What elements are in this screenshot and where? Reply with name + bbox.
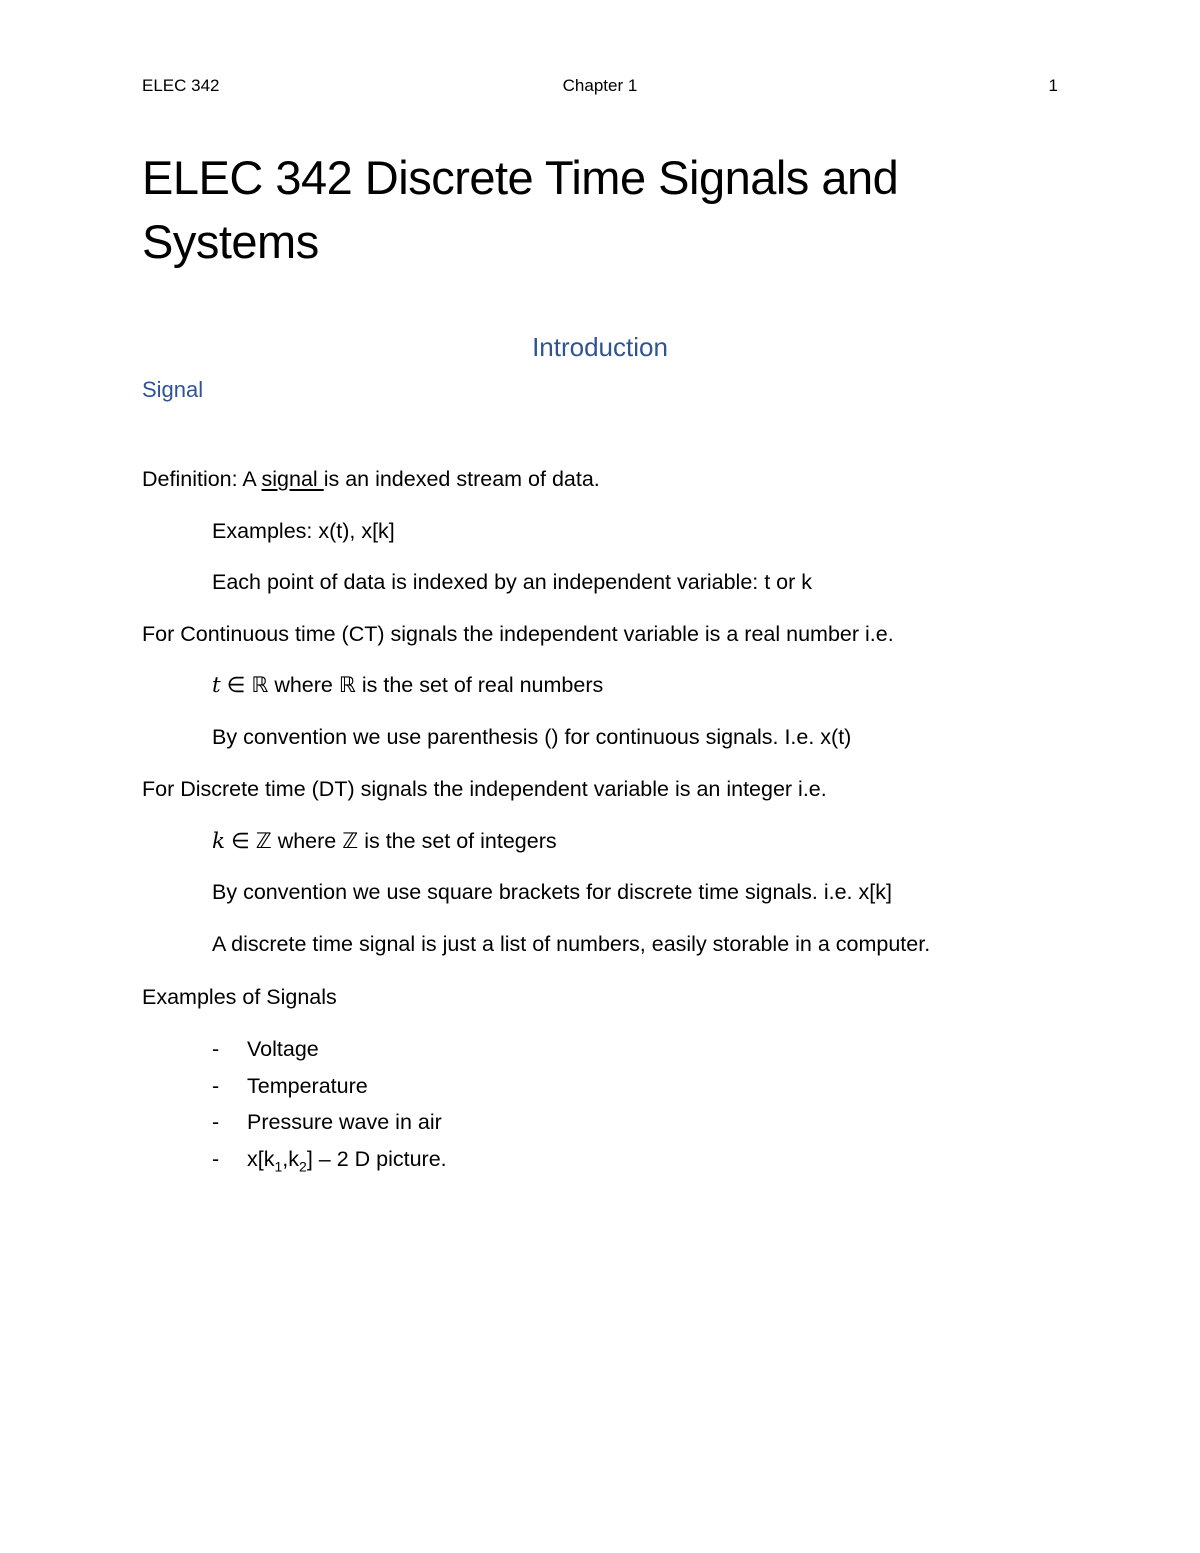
section-subheading: Signal (142, 377, 204, 402)
ct-intro-line: For Continuous time (CT) signals the independent variable is a real number i.e. (142, 622, 894, 646)
document-title (142, 146, 1042, 274)
ct-convention-line: By convention we use parenthesis () for continuous signals. I.e. x(t) (212, 725, 852, 749)
dash-bullet: - (212, 1037, 220, 1061)
page-header (142, 74, 1058, 98)
header-page-number: 1 (1048, 76, 1058, 95)
definition-term: signal (261, 467, 324, 491)
dash-bullet: - (212, 1146, 220, 1171)
header-course: ELEC 342 (142, 76, 220, 95)
dt-storable-line: A discrete time signal is just a list of numbers, easily storable in a computer. (212, 932, 931, 956)
dt-math-line: k ∈ ℤ where ℤ is the set of integers (212, 829, 557, 854)
dt-convention-line: By convention we use square brackets for discrete time signals. i.e. x[k] (212, 880, 892, 904)
header-chapter: Chapter 1 (562, 76, 638, 95)
title-line-1: ELEC 342 Discrete Time Signals and (142, 151, 899, 204)
examples-line: Examples: x(t), x[k] (212, 519, 395, 543)
definition-line: Definition: A signal is an indexed stream of data. (142, 467, 600, 491)
dash-bullet: - (212, 1073, 220, 1098)
section-heading: Introduction (532, 332, 668, 362)
examples-heading: Examples of Signals (142, 985, 337, 1009)
dash-bullet: - (212, 1110, 220, 1134)
indexed-line: Each point of data is indexed by an independent variable: t or k (212, 570, 813, 594)
ct-math-line: t ∈ ℝ where ℝ is the set of real numbers (212, 673, 604, 698)
dt-intro-line: For Discrete time (DT) signals the independent variable is an integer i.e. (142, 777, 827, 801)
ct-math-variable: t (212, 673, 221, 698)
dt-math-variable: k (212, 829, 226, 854)
title-line-2: Systems (142, 215, 319, 268)
